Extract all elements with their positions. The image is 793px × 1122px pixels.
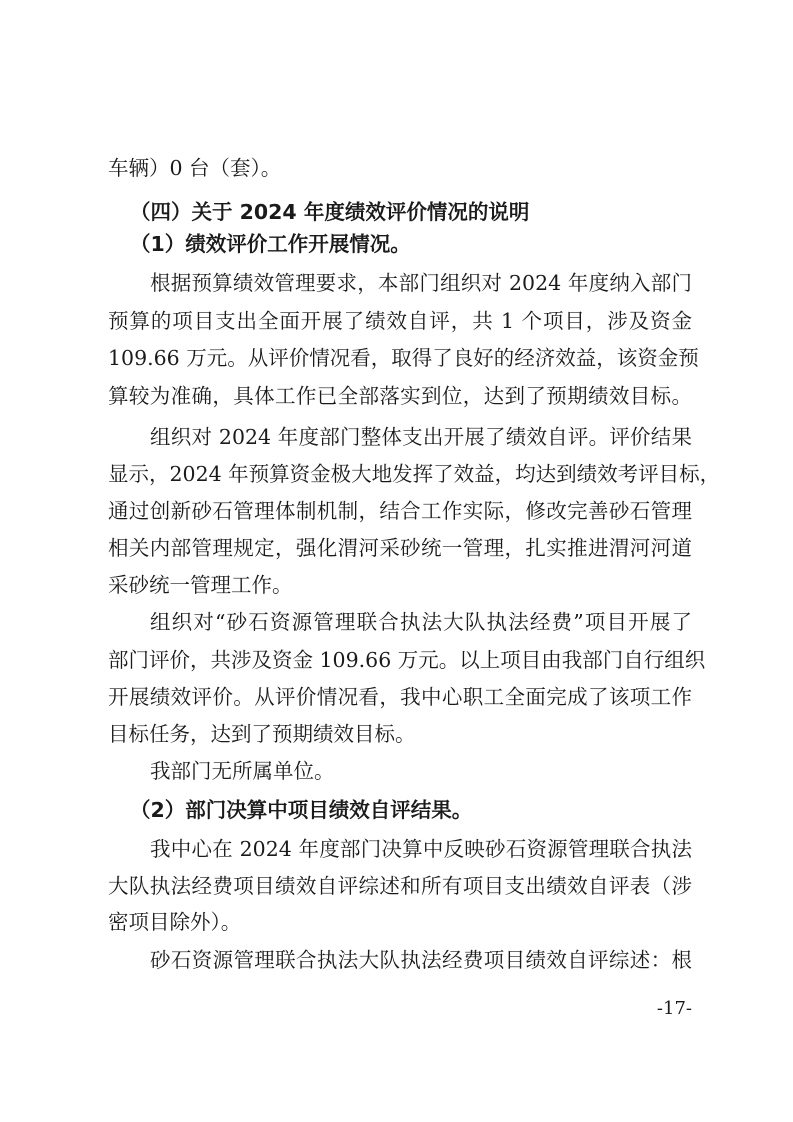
text-line: 预算的项目支出全面开展了绩效自评，共 1 个项目，涉及资金	[108, 309, 692, 333]
text-line: 相关内部管理规定，强化渭河采砂统一管理，扎实推进渭河河道	[108, 536, 692, 560]
text-line: 部门评价，共涉及资金 109.66 万元。以上项目由我部门自行组织	[108, 648, 706, 672]
text-line: 采砂统一管理工作。	[108, 573, 293, 597]
text-line: 显示，2024 年预算资金极大地发挥了效益，均达到绩效考评目标，	[108, 462, 721, 486]
text-line: 组织对“砂石资源管理联合执法大队执法经费”项目开展了	[150, 610, 692, 634]
text-line: 109.66 万元。从评价情况看，取得了良好的经济效益，该资金预	[108, 346, 699, 370]
subsection-heading: （1）绩效评价工作开展情况。	[130, 232, 411, 256]
text-line: 砂石资源管理联合执法大队执法经费项目绩效自评综述：根	[150, 948, 692, 972]
text-line: 组织对 2024 年度部门整体支出开展了绩效自评。评价结果	[150, 425, 692, 449]
text-line: 密项目除外）。	[108, 910, 242, 934]
text-line: 开展绩效评价。从评价情况看，我中心职工全面完成了该项工作	[108, 685, 692, 709]
text-line: 目标任务，达到了预期绩效目标。	[108, 722, 416, 746]
text-line: 我中心在 2024 年度部门决算中反映砂石资源管理联合执法	[150, 837, 692, 861]
text-line: 根据预算绩效管理要求，本部门组织对 2024 年度纳入部门	[150, 271, 692, 295]
text-line: 算较为准确，具体工作已全部落实到位，达到了预期绩效目标。	[108, 384, 692, 408]
page-number: -17-	[656, 998, 692, 1019]
text-line: 大队执法经费项目绩效自评综述和所有项目支出绩效自评表（涉	[108, 874, 692, 898]
subsection-heading: （2）部门决算中项目绩效自评结果。	[130, 798, 473, 822]
section-heading: （四）关于 2024 年度绩效评价情况的说明	[130, 200, 530, 224]
text-line: 车辆）0 台（套）。	[108, 156, 282, 180]
text-line: 通过创新砂石管理体制机制，结合工作实际，修改完善砂石管理	[108, 499, 692, 523]
text-line: 我部门无所属单位。	[150, 759, 335, 783]
